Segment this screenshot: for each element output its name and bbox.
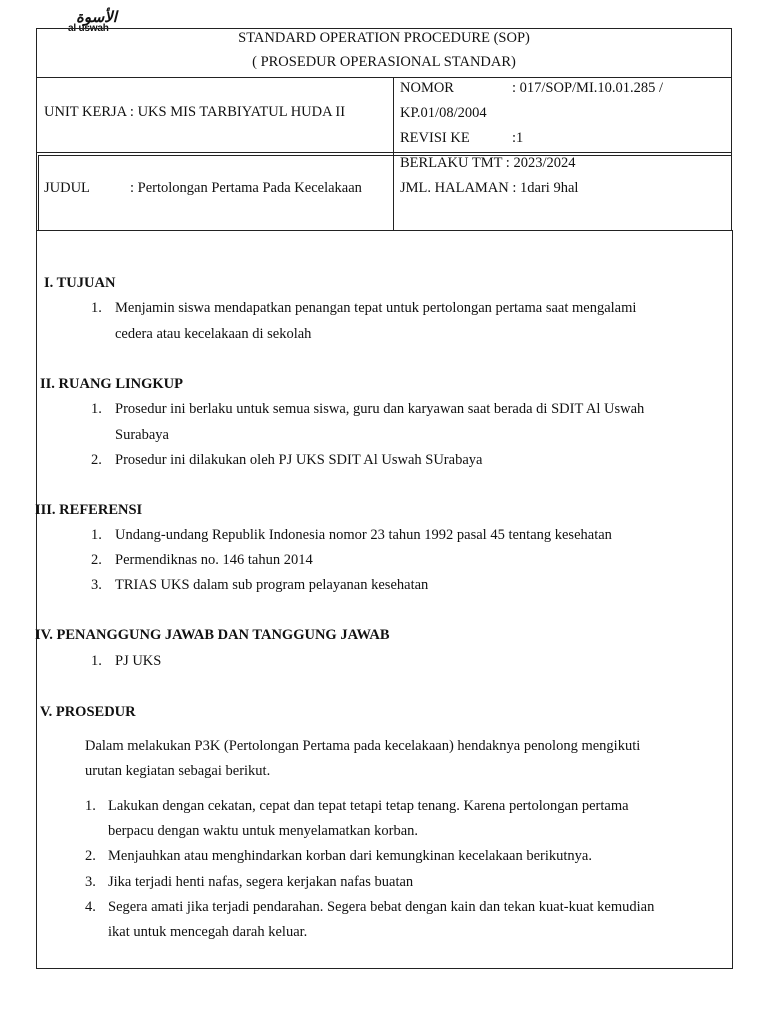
sop-title-line1: STANDARD OPERATION PROCEDURE (SOP) (238, 30, 530, 46)
judul-value: : Pertolongan Pertama Pada Kecelakaan (130, 180, 362, 196)
section-ruang-lingkup-heading: II. RUANG LINGKUP (40, 376, 183, 392)
logo-arabic-text: الأسوة (76, 10, 117, 26)
section-penanggung-jawab-heading: IV. PENANGGUNG JAWAB DAN TANGGUNG JAWAB (35, 627, 390, 643)
revisi-label: REVISI KE (400, 130, 470, 146)
nomor-value: : 017/SOP/MI.10.01.285 / (512, 80, 664, 96)
jumlah-halaman: JML. HALAMAN : 1dari 9hal (400, 180, 579, 196)
revisi-value: :1 (512, 130, 524, 146)
judul-label: JUDUL (44, 180, 90, 196)
prosedur-intro-line1: Dalam melakukan P3K (Pertolongan Pertama pada kecelakaan) hendaknya penolong mengikuti (85, 738, 641, 754)
nomor-value-2: KP.01/08/2004 (400, 105, 487, 121)
nomor-label: NOMOR (400, 80, 454, 96)
unit-kerja: UNIT KERJA : UKS MIS TARBIYATUL HUDA II (44, 104, 346, 120)
section-tujuan-heading: I. TUJUAN (44, 275, 116, 291)
section-prosedur-heading: V. PROSEDUR (40, 704, 136, 720)
section-referensi-heading: III. REFERENSI (35, 502, 143, 518)
sop-title-line2: ( PROSEDUR OPERASIONAL STANDAR) (252, 54, 516, 70)
prosedur-intro-line2: urutan kegiatan sebagai berikut. (85, 763, 271, 779)
berlaku-tmt: BERLAKU TMT : 2023/2024 (400, 155, 576, 171)
